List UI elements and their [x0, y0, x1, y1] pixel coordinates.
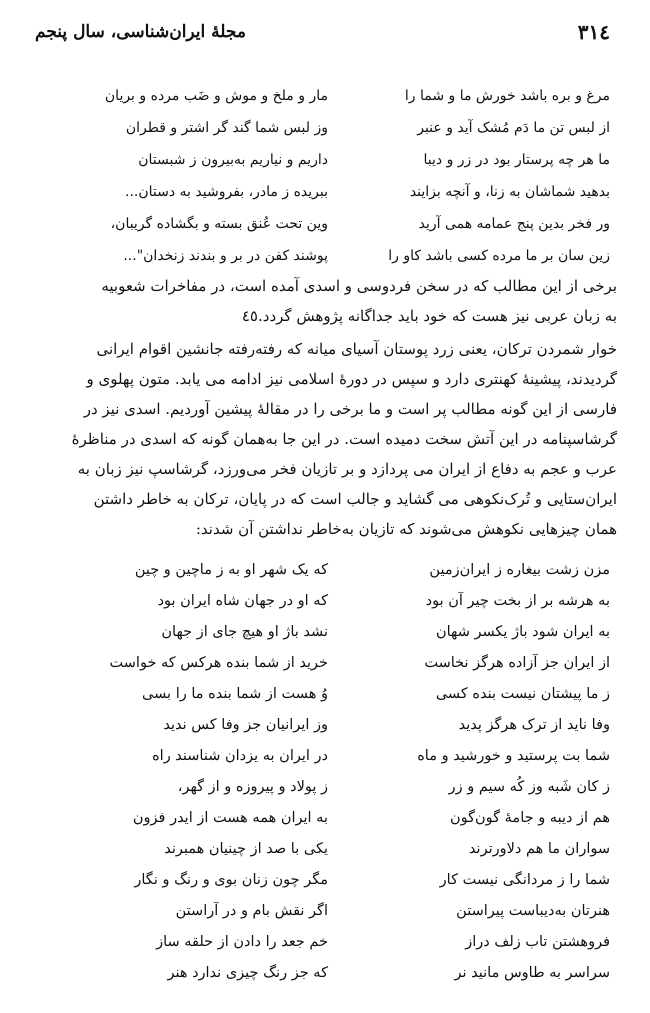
verse-line: به ایران همه هست از ایدر فزون	[132, 810, 328, 826]
prose-line: ایران‌ستایی و تُرک‌نکوهی می گشاید و جالب است که در پایان، ترکان به خاطر داشتن	[93, 490, 617, 508]
verse-line: ز پولاد و پیروزه و از گهر،	[177, 779, 328, 795]
prose-line: به زبان عربی نیز هست که خود باید جداگانه پژوهش گردد.٤٥	[241, 307, 617, 325]
verse-line: شما بت پرستید و خورشید و ماه	[417, 748, 610, 764]
verse-line: خرید از شما بنده هرکس که خواست	[109, 655, 328, 671]
prose-line: برخی از این مطالب که در سخن فردوسی و اسدی آمده است، در مفاخرات شعوبیه	[101, 277, 617, 295]
verse-line: از لبس تن ما دَم مُشک آید و عنبر	[417, 120, 610, 136]
verse-line: مرغ و بره باشد خورش ما و شما را	[404, 88, 610, 104]
verse-line: مزن زشت بیغاره ز ایران‌زمین	[429, 562, 610, 578]
verse-line: که جز رنگ چیزی ندارد هنر	[167, 965, 328, 981]
verse-line: به ایران شود باژ یکسر شهان	[435, 624, 610, 640]
prose-line: همان چیزهایی نکوهش می‌شوند که تازیان به‌خاطر نداشتن آن شدند:	[195, 520, 617, 538]
verse-line: ببریده ز مادر، بفروشید به دستان...	[125, 184, 328, 200]
prose-line: عرب و عجم به دفاع از ایران می پردازد و بر تازیان فخر می‌ورزد، گرشاسپ نیز زبان به	[77, 460, 617, 478]
verse-line: در ایران به یزدان شناسند راه	[152, 748, 328, 764]
verse-line: وز لبس شما گند گر اشتر و قطران	[125, 120, 328, 136]
verse-line: ز ما پیشتان نیست بنده کسی	[435, 686, 610, 702]
verse-line: از ایران جز آزاده هرگز نخاست	[424, 655, 610, 671]
prose-line: خوار شمردن ترکان، یعنی زرد پوستان آسیای میانه که رفته‌رفته جانشین اقوام ایرانی	[96, 340, 617, 358]
verse-line: زین سان بر ما مرده کسی باشد کاو را	[388, 248, 610, 264]
verse-line: که او در جهان شاه ایران بود	[157, 593, 328, 609]
verse-line: مگر چون زنان بوی و رنگ و نگار	[134, 872, 328, 888]
prose-line: گردیدند، پیشینهٔ کهنتری دارد و سپس در دورهٔ اسلامی نیز ادامه می یابد. متون پهلوی و	[86, 370, 617, 388]
verse-line: هنرتان به‌دیباست پیراستن	[456, 903, 610, 919]
journal-title: مجلهٔ ایران‌شناسی، سال پنجم	[35, 22, 246, 42]
verse-line: شما را ز مردانگی نیست کار	[439, 872, 610, 888]
verse-line: به هرشه بر از بخت چیر آن بود	[425, 593, 610, 609]
verse-line: بدهید شماشان به زنا، و آنچه بزایند	[409, 184, 610, 200]
verse-line: سراسر به طاوس مانید نر	[454, 965, 610, 981]
page-number: ٣١٤	[577, 20, 610, 44]
prose-line: گرشاسپنامه در این آتش سخت دمیده است. در این جا به‌همان گونه که اسدی در مناظرهٔ	[71, 430, 617, 448]
verse-line: پوشند کفن در بر و بندند زنخدان"...	[123, 248, 328, 264]
verse-line: هم از دیبه و جامهٔ گون‌گون	[449, 810, 610, 826]
verse-line: مار و ملخ و موش و ضَب مرده و بریان	[104, 88, 328, 104]
verse-line: ما هر چه پرستار بود در زر و دیبا	[423, 152, 610, 168]
verse-line: که یک شهر او به ز ماچین و چین	[134, 562, 328, 578]
verse-line: ز کان شَبه وز کُه سیم و زر	[448, 779, 610, 795]
verse-line: وُ هست از شما بنده ما را بسی	[142, 686, 328, 702]
verse-line: وین تحت عُنق بسته و بگشاده گریبان،	[110, 216, 328, 232]
verse-line: فروهشتن تاب زلف دراز	[465, 934, 610, 950]
prose-line: فارسی از این گونه مطالب پر است و ما برخی را در مقالهٔ پیشین آوردیم. اسدی نیز در	[83, 400, 617, 418]
verse-line: نشد باژ او هیچ جای از جهان	[161, 624, 328, 640]
verse-line: اگر نقش بام و در آراستن	[175, 903, 328, 919]
verse-line: وز ایرانیان جز وفا کس ندید	[163, 717, 328, 733]
page-header	[35, 20, 610, 50]
verse-line: یکی با صد از چینیان همبرند	[164, 841, 328, 857]
verse-line: ور فخر بدین پنج عمامه همی آرید	[418, 216, 610, 232]
verse-line: سواران ما هم دلاورترند	[468, 841, 610, 857]
verse-line: داریم و نیاریم به‌بیرون ز شبستان	[138, 152, 328, 168]
verse-line: وفا ناید از ترک هرگز پدید	[458, 717, 610, 733]
verse-line: خم جعد را دادن از حلقه ساز	[156, 934, 328, 950]
